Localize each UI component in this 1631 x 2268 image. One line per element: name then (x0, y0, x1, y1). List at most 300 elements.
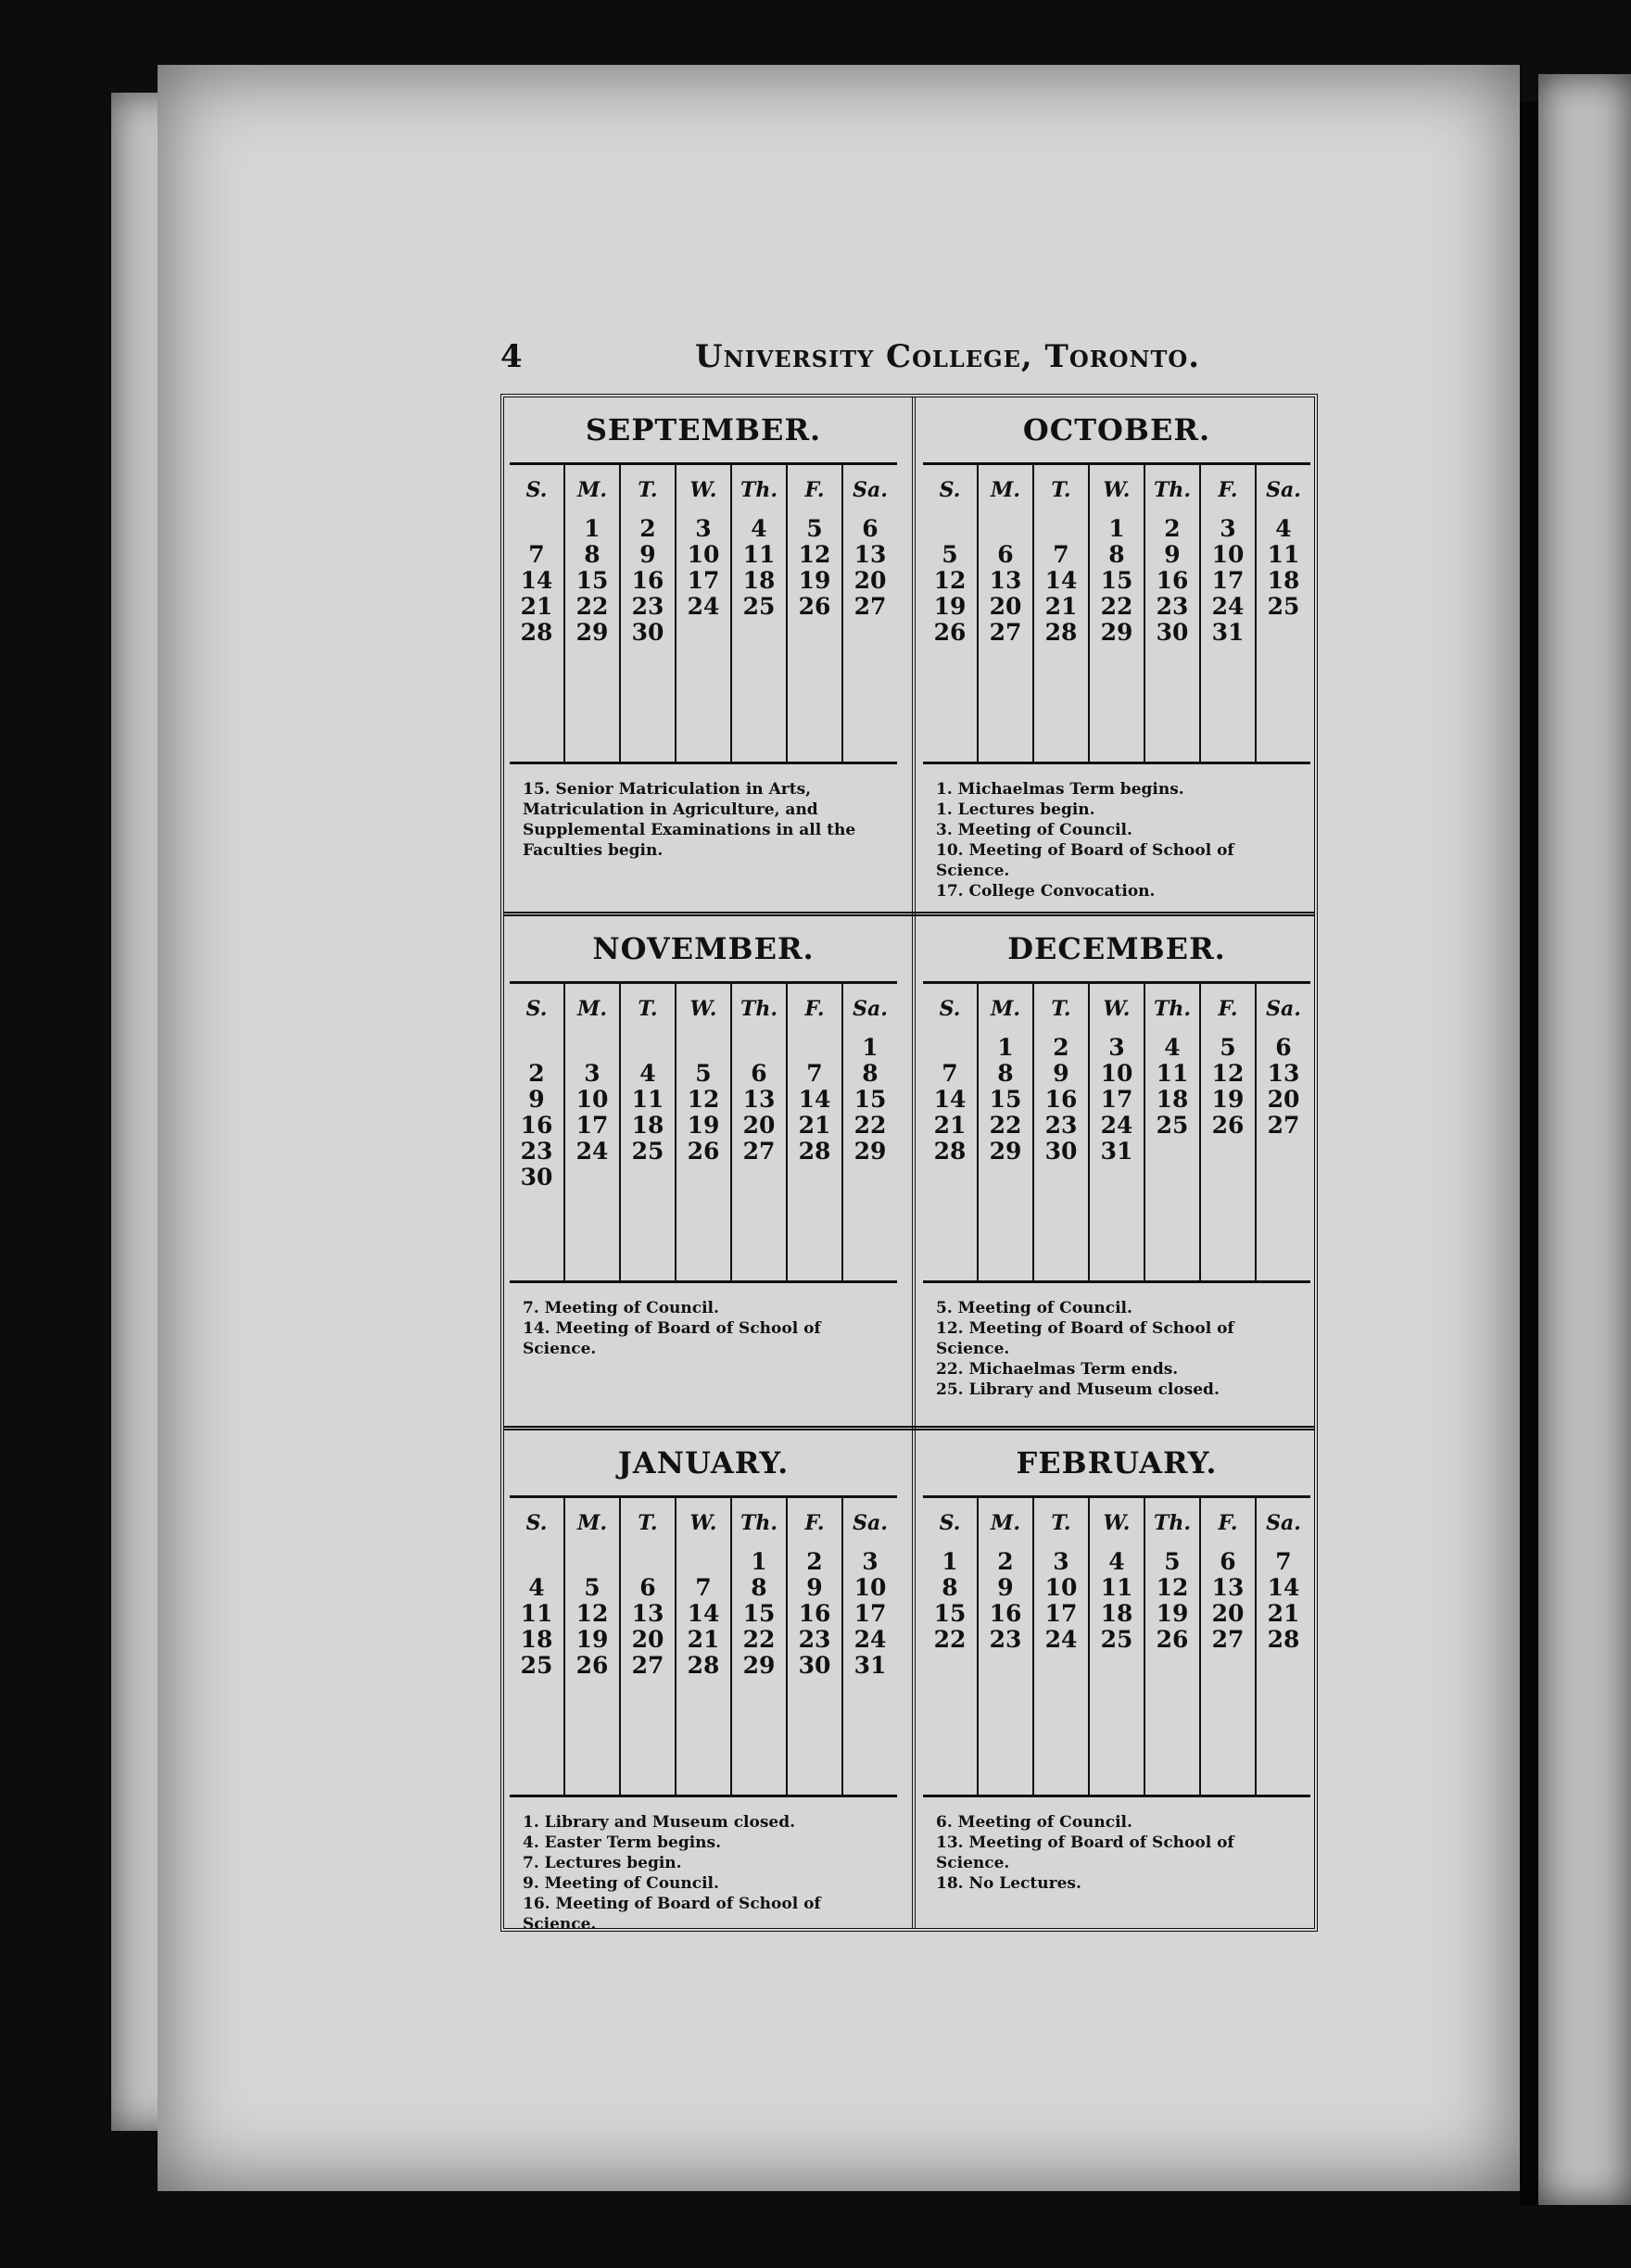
date-cell: 7 (942, 1060, 958, 1087)
date-cell (565, 1035, 619, 1061)
date-cell (1257, 1139, 1310, 1165)
date-cell: 5 (1220, 1034, 1236, 1061)
date-cell: 3 (584, 1060, 601, 1087)
date-cell: 13 (742, 1086, 776, 1113)
date-cell: 30 (798, 1652, 831, 1679)
day-name: T. (638, 478, 658, 502)
month-january (510, 1430, 897, 1951)
calendar-grid (923, 984, 1310, 1283)
date-cell (1201, 1139, 1255, 1165)
day-name: T. (638, 997, 658, 1021)
month-title: FEBRUARY. (923, 1430, 1310, 1498)
day-name: M. (990, 1511, 1020, 1535)
month-february (923, 1430, 1310, 1951)
day-name: Sa. (1266, 1511, 1301, 1535)
date-cell: 29 (575, 619, 609, 646)
date-cell: 29 (742, 1652, 776, 1679)
date-cell (843, 620, 897, 646)
date-cell: 23 (1156, 593, 1189, 620)
day-name: Sa. (1266, 997, 1301, 1021)
month-notes (510, 1797, 897, 1951)
date-cell (732, 1035, 786, 1061)
date-cell: 1 (751, 1548, 767, 1575)
date-cell: 14 (687, 1600, 720, 1627)
adjacent-page-edge (1538, 74, 1631, 2205)
date-cell: 7 (806, 1060, 823, 1087)
date-cell: 16 (798, 1600, 831, 1627)
date-cell (979, 516, 1032, 542)
date-cell: 25 (742, 593, 776, 620)
day-column (732, 465, 788, 762)
note-entry: 16. Meeting of Board of School of Science. (523, 1895, 821, 1934)
date-cell (676, 1165, 730, 1191)
date-cell: 30 (1044, 1138, 1078, 1165)
date-cell: 13 (989, 567, 1022, 594)
date-cell: 8 (862, 1060, 879, 1087)
month-december (923, 916, 1310, 1437)
date-cell: 14 (933, 1086, 967, 1113)
date-cell: 16 (631, 567, 664, 594)
day-name: W. (689, 1511, 717, 1535)
month-november (510, 916, 897, 1437)
date-cell: 23 (798, 1626, 831, 1653)
date-cell: 5 (806, 515, 823, 542)
date-cell: 8 (997, 1060, 1014, 1087)
month-title: OCTOBER. (923, 397, 1310, 465)
day-column (676, 1498, 732, 1795)
date-cell: 23 (989, 1626, 1022, 1653)
date-cell: 16 (1044, 1086, 1078, 1113)
date-cell: 24 (1100, 1112, 1133, 1139)
note-entry: 10. Meeting of Board of School of Science. (936, 841, 1234, 880)
date-cell: 13 (1267, 1060, 1300, 1087)
page-number: 4 (500, 338, 523, 375)
date-cell: 26 (575, 1652, 609, 1679)
date-cell: 3 (1108, 1034, 1125, 1061)
date-cell: 26 (1156, 1626, 1189, 1653)
date-cell: 20 (1267, 1086, 1300, 1113)
date-cell: 1 (942, 1548, 958, 1575)
date-cell: 20 (853, 567, 887, 594)
running-head (500, 338, 1334, 384)
date-cell: 2 (1164, 515, 1181, 542)
day-column (1257, 1498, 1310, 1795)
note-entry: 3. Meeting of Council. (936, 821, 1132, 839)
date-cell: 9 (1164, 541, 1181, 568)
date-cell (621, 1549, 675, 1575)
date-cell: 7 (1275, 1548, 1292, 1575)
date-cell: 9 (806, 1574, 823, 1601)
day-column (788, 465, 843, 762)
date-cell: 18 (1267, 567, 1300, 594)
day-column (1034, 1498, 1090, 1795)
date-cell: 17 (853, 1600, 887, 1627)
day-name: W. (689, 997, 717, 1021)
date-cell: 5 (695, 1060, 712, 1087)
date-cell: 4 (751, 515, 767, 542)
date-cell: 4 (639, 1060, 656, 1087)
date-cell: 31 (1100, 1138, 1133, 1165)
date-cell: 17 (1211, 567, 1245, 594)
date-cell: 11 (1267, 541, 1300, 568)
date-cell: 29 (1100, 619, 1133, 646)
day-column (510, 1498, 565, 1795)
date-cell: 27 (1211, 1626, 1245, 1653)
date-cell (1145, 1139, 1199, 1165)
day-column (1145, 1498, 1201, 1795)
date-cell: 12 (933, 567, 967, 594)
date-cell (732, 620, 786, 646)
day-column (1257, 984, 1310, 1280)
day-name: Th. (1153, 997, 1192, 1021)
date-cell: 18 (520, 1626, 553, 1653)
day-column (621, 984, 676, 1280)
note-entry: 12. Meeting of Board of School of Science. (936, 1319, 1234, 1358)
date-cell: 6 (751, 1060, 767, 1087)
day-column (1034, 984, 1090, 1280)
month-title: SEPTEMBER. (510, 397, 897, 465)
note-entry: 1. Michaelmas Term begins. (936, 780, 1184, 799)
day-name: F. (804, 478, 825, 502)
date-cell: 10 (1211, 541, 1245, 568)
day-column (1201, 1498, 1257, 1795)
day-name: Sa. (853, 1511, 888, 1535)
day-column (621, 465, 676, 762)
note-entry: 1. Library and Museum closed. (523, 1813, 796, 1832)
date-cell: 7 (695, 1574, 712, 1601)
day-name: M. (990, 478, 1020, 502)
date-cell: 9 (639, 541, 656, 568)
date-cell: 14 (1267, 1574, 1300, 1601)
date-cell: 14 (520, 567, 553, 594)
month-notes (923, 1797, 1310, 1951)
date-cell (732, 1165, 786, 1191)
month-notes (923, 1283, 1310, 1437)
day-name: F. (1218, 478, 1238, 502)
date-cell: 12 (1211, 1060, 1245, 1087)
calendar-frame (500, 394, 1318, 1932)
date-cell: 4 (1108, 1548, 1125, 1575)
note-entry: 7. Lectures begin. (523, 1854, 682, 1872)
day-column (979, 984, 1034, 1280)
date-cell: 19 (798, 567, 831, 594)
day-name: Sa. (853, 997, 888, 1021)
date-cell: 12 (687, 1086, 720, 1113)
note-entry: 25. Library and Museum closed. (936, 1380, 1220, 1399)
date-cell: 24 (575, 1138, 609, 1165)
day-column (1090, 1498, 1145, 1795)
date-cell: 29 (853, 1138, 887, 1165)
day-column (565, 465, 621, 762)
date-cell: 1 (584, 515, 601, 542)
day-name: S. (525, 997, 548, 1021)
day-name: S. (525, 478, 548, 502)
date-cell: 28 (520, 619, 553, 646)
date-cell (621, 1035, 675, 1061)
date-cell: 18 (742, 567, 776, 594)
date-cell: 9 (997, 1574, 1014, 1601)
day-name: T. (1051, 478, 1071, 502)
date-cell: 10 (853, 1574, 887, 1601)
date-cell: 1 (862, 1034, 879, 1061)
date-cell: 11 (520, 1600, 553, 1627)
note-entry: 5. Meeting of Council. (936, 1299, 1132, 1317)
date-cell: 17 (687, 567, 720, 594)
date-cell: 15 (575, 567, 609, 594)
date-cell: 18 (1100, 1600, 1133, 1627)
note-entry: 22. Michaelmas Term ends. (936, 1360, 1179, 1379)
date-cell: 1 (1108, 515, 1125, 542)
date-cell: 17 (575, 1112, 609, 1139)
day-name: F. (804, 997, 825, 1021)
calendar-grid (923, 465, 1310, 764)
note-entry: 6. Meeting of Council. (936, 1813, 1132, 1832)
date-cell: 18 (631, 1112, 664, 1139)
note-entry: 18. No Lectures. (936, 1874, 1081, 1893)
day-column (676, 984, 732, 1280)
date-cell (510, 1549, 563, 1575)
day-name: M. (576, 478, 607, 502)
date-cell: 2 (639, 515, 656, 542)
date-cell: 22 (853, 1112, 887, 1139)
month-notes (510, 764, 897, 918)
date-cell: 2 (1053, 1034, 1069, 1061)
date-cell: 15 (933, 1600, 967, 1627)
page-gutter (1520, 102, 1538, 2205)
date-cell: 19 (1211, 1086, 1245, 1113)
day-column (923, 1498, 979, 1795)
date-cell: 6 (1220, 1548, 1236, 1575)
date-cell: 21 (1267, 1600, 1300, 1627)
day-name: T. (1051, 1511, 1071, 1535)
day-column (732, 984, 788, 1280)
date-cell: 20 (1211, 1600, 1245, 1627)
calendar-grid (923, 1498, 1310, 1797)
date-cell: 3 (862, 1548, 879, 1575)
date-cell: 19 (933, 593, 967, 620)
date-cell: 12 (1156, 1574, 1189, 1601)
date-cell: 15 (742, 1600, 776, 1627)
date-cell: 11 (1156, 1060, 1189, 1087)
note-entry: 14. Meeting of Board of School of Science. (523, 1319, 821, 1358)
calendar-grid (510, 984, 897, 1283)
date-cell: 28 (933, 1138, 967, 1165)
date-cell: 10 (1044, 1574, 1078, 1601)
date-cell: 26 (798, 593, 831, 620)
note-entry: 13. Meeting of Board of School of Science. (936, 1833, 1234, 1872)
date-cell: 4 (1164, 1034, 1181, 1061)
date-cell: 12 (798, 541, 831, 568)
date-cell: 11 (631, 1086, 664, 1113)
date-cell: 30 (520, 1164, 553, 1191)
date-cell: 30 (1156, 619, 1189, 646)
date-cell: 2 (528, 1060, 545, 1087)
date-cell: 27 (631, 1652, 664, 1679)
date-cell: 9 (1053, 1060, 1069, 1087)
day-name: Th. (740, 997, 778, 1021)
date-cell: 4 (1275, 515, 1292, 542)
month-october (923, 397, 1310, 918)
date-cell: 3 (1220, 515, 1236, 542)
note-entry: 7. Meeting of Council. (523, 1299, 719, 1317)
date-cell (565, 1165, 619, 1191)
month-title: JANUARY. (510, 1430, 897, 1498)
month-title: NOVEMBER. (510, 916, 897, 984)
day-column (979, 1498, 1034, 1795)
month-title: DECEMBER. (923, 916, 1310, 984)
day-name: Th. (740, 478, 778, 502)
date-cell: 11 (742, 541, 776, 568)
date-cell: 11 (1100, 1574, 1133, 1601)
day-column (1090, 984, 1145, 1280)
date-cell: 2 (806, 1548, 823, 1575)
date-cell (788, 620, 841, 646)
note-entry: 1. Lectures begin. (936, 800, 1095, 819)
month-notes (923, 764, 1310, 918)
day-column (1145, 465, 1201, 762)
day-name: M. (576, 1511, 607, 1535)
note-entry: 17. College Convocation. (936, 882, 1156, 901)
date-cell: 8 (1108, 541, 1125, 568)
day-name: S. (525, 1511, 548, 1535)
date-cell: 8 (942, 1574, 958, 1601)
date-cell: 20 (989, 593, 1022, 620)
date-cell: 27 (989, 619, 1022, 646)
date-cell: 20 (742, 1112, 776, 1139)
date-cell: 24 (853, 1626, 887, 1653)
date-cell (565, 1549, 619, 1575)
date-cell: 10 (1100, 1060, 1133, 1087)
date-cell (788, 1035, 841, 1061)
day-name: M. (990, 997, 1020, 1021)
day-column (1257, 465, 1310, 762)
date-cell: 15 (989, 1086, 1022, 1113)
date-cell: 25 (631, 1138, 664, 1165)
date-cell: 21 (1044, 593, 1078, 620)
date-cell: 24 (1044, 1626, 1078, 1653)
date-cell: 23 (1044, 1112, 1078, 1139)
day-column (843, 984, 897, 1280)
date-cell: 5 (1164, 1548, 1181, 1575)
date-cell: 14 (1044, 567, 1078, 594)
day-name: Sa. (1266, 478, 1301, 502)
day-column (510, 984, 565, 1280)
date-cell: 30 (631, 619, 664, 646)
date-cell: 16 (520, 1112, 553, 1139)
date-cell: 27 (853, 593, 887, 620)
date-cell (1257, 620, 1310, 646)
date-cell: 29 (989, 1138, 1022, 1165)
date-cell: 3 (695, 515, 712, 542)
date-cell: 24 (687, 593, 720, 620)
date-cell: 23 (520, 1138, 553, 1165)
date-cell: 4 (528, 1574, 545, 1601)
day-column (788, 1498, 843, 1795)
day-name: F. (1218, 997, 1238, 1021)
day-column (923, 465, 979, 762)
date-cell: 19 (1156, 1600, 1189, 1627)
day-column (732, 1498, 788, 1795)
date-cell: 26 (933, 619, 967, 646)
date-cell: 10 (575, 1086, 609, 1113)
date-cell: 18 (1156, 1086, 1189, 1113)
date-cell: 13 (853, 541, 887, 568)
date-cell: 27 (1267, 1112, 1300, 1139)
day-name: W. (689, 478, 717, 502)
date-cell (843, 1165, 897, 1191)
note-entry: 4. Easter Term begins. (523, 1833, 722, 1852)
date-cell: 25 (520, 1652, 553, 1679)
day-name: Th. (1153, 478, 1192, 502)
date-cell: 7 (1053, 541, 1069, 568)
date-cell (676, 1035, 730, 1061)
date-cell (510, 516, 563, 542)
date-cell: 26 (1211, 1112, 1245, 1139)
calendar-grid (510, 1498, 897, 1797)
day-column (843, 465, 897, 762)
date-cell: 21 (520, 593, 553, 620)
day-name: S. (939, 1511, 961, 1535)
date-cell: 28 (687, 1652, 720, 1679)
day-column (676, 465, 732, 762)
date-cell (923, 516, 977, 542)
day-column (1201, 465, 1257, 762)
date-cell: 15 (853, 1086, 887, 1113)
day-name: S. (939, 478, 961, 502)
date-cell: 24 (1211, 593, 1245, 620)
date-cell: 17 (1100, 1086, 1133, 1113)
date-cell: 20 (631, 1626, 664, 1653)
date-cell: 22 (989, 1112, 1022, 1139)
day-name: Th. (740, 1511, 778, 1535)
date-cell: 25 (1156, 1112, 1189, 1139)
date-cell: 27 (742, 1138, 776, 1165)
date-cell: 7 (528, 541, 545, 568)
day-name: S. (939, 997, 961, 1021)
date-cell: 16 (989, 1600, 1022, 1627)
date-cell (788, 1165, 841, 1191)
day-name: Th. (1153, 1511, 1192, 1535)
date-cell: 6 (997, 541, 1014, 568)
date-cell: 22 (1100, 593, 1133, 620)
date-cell: 22 (575, 593, 609, 620)
date-cell: 6 (639, 1574, 656, 1601)
day-name: F. (804, 1511, 825, 1535)
date-cell (1034, 516, 1088, 542)
date-cell: 13 (1211, 1574, 1245, 1601)
day-column (843, 1498, 897, 1795)
date-cell: 6 (1275, 1034, 1292, 1061)
date-cell: 28 (1267, 1626, 1300, 1653)
day-column (979, 465, 1034, 762)
date-cell: 8 (751, 1574, 767, 1601)
day-column (565, 984, 621, 1280)
day-name: F. (1218, 1511, 1238, 1535)
date-cell (676, 620, 730, 646)
date-cell: 3 (1053, 1548, 1069, 1575)
date-cell: 25 (1100, 1626, 1133, 1653)
date-cell: 1 (997, 1034, 1014, 1061)
date-cell: 26 (687, 1138, 720, 1165)
date-cell: 8 (584, 541, 601, 568)
day-name: Sa. (853, 478, 888, 502)
day-column (621, 1498, 676, 1795)
note-entry: 9. Meeting of Council. (523, 1874, 719, 1893)
calendar-grid (510, 465, 897, 764)
date-cell: 19 (575, 1626, 609, 1653)
date-cell: 21 (687, 1626, 720, 1653)
date-cell: 12 (575, 1600, 609, 1627)
